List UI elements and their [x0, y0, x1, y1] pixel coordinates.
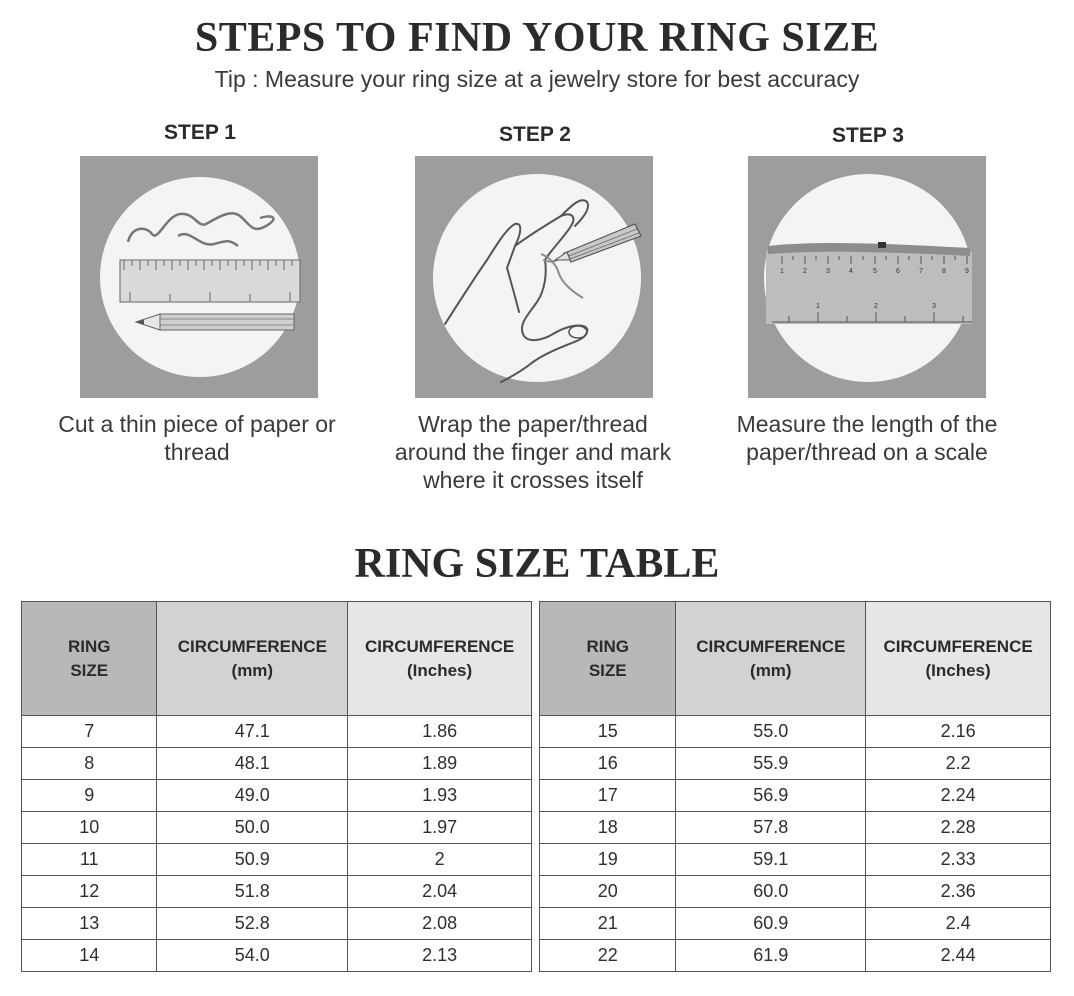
cell-circumference-mm: 56.9 [676, 780, 866, 812]
table-row [22, 908, 532, 940]
cell-ring-size: 10 [22, 812, 157, 844]
cell-ring-size: 21 [540, 908, 676, 940]
cell-ring-size: 12 [22, 876, 157, 908]
cell-circumference-inches: 2.04 [348, 876, 532, 908]
thread-on-scale-icon [748, 156, 986, 398]
step-2-label: STEP 2 [499, 123, 571, 146]
table-row [22, 876, 532, 908]
ruler-number: 4 [849, 268, 853, 275]
cell-circumference-inches: 2.36 [866, 876, 1051, 908]
table-row [540, 748, 1051, 780]
ruler-number: 2 [803, 268, 807, 275]
thread-ruler-pencil-icon [80, 156, 318, 398]
cell-circumference-mm: 55.9 [676, 748, 866, 780]
cell-circumference-inches: 2.13 [348, 940, 532, 972]
table-row [22, 940, 532, 972]
tip-text: Tip : Measure your ring size at a jewelry store for best accuracy [214, 66, 860, 92]
ruler-number: 1 [816, 303, 820, 310]
cell-circumference-inches: 2 [348, 844, 532, 876]
header-circumference-inches: CIRCUMFERENCE (Inches) [348, 602, 532, 716]
step-1-illustration [80, 156, 318, 398]
header-circumference-mm: CIRCUMFERENCE (mm) [676, 602, 866, 716]
cell-ring-size: 18 [540, 812, 676, 844]
table-row [22, 748, 532, 780]
cell-circumference-mm: 52.8 [157, 908, 348, 940]
cell-circumference-mm: 47.1 [157, 716, 348, 748]
cell-circumference-inches: 2.08 [348, 908, 532, 940]
table-row [540, 940, 1051, 972]
cell-ring-size: 15 [540, 716, 676, 748]
step-2-caption: Wrap the paper/thread around the finger and mark where it crosses itself [394, 411, 672, 493]
header-circumference-mm: CIRCUMFERENCE (mm) [157, 602, 348, 716]
step-1-label: STEP 1 [164, 121, 236, 144]
cell-circumference-mm: 61.9 [676, 940, 866, 972]
table-row [22, 844, 532, 876]
cell-circumference-mm: 49.0 [157, 780, 348, 812]
cell-ring-size: 8 [22, 748, 157, 780]
cell-ring-size: 7 [22, 716, 157, 748]
table-title: RING SIZE TABLE [354, 541, 720, 587]
cell-ring-size: 16 [540, 748, 676, 780]
ruler-number: 2 [874, 303, 878, 310]
table-row [540, 908, 1051, 940]
header-circumference-inches: CIRCUMFERENCE (Inches) [866, 602, 1051, 716]
table-row [540, 716, 1051, 748]
table-row [22, 780, 532, 812]
cell-ring-size: 14 [22, 940, 157, 972]
cell-ring-size: 13 [22, 908, 157, 940]
cell-circumference-inches: 1.97 [348, 812, 532, 844]
cell-circumference-mm: 48.1 [157, 748, 348, 780]
ruler-number: 5 [873, 268, 877, 275]
cell-circumference-inches: 2.4 [866, 908, 1051, 940]
cell-circumference-inches: 1.89 [348, 748, 532, 780]
table-row [540, 844, 1051, 876]
ruler-number: 6 [896, 268, 900, 275]
cell-circumference-mm: 55.0 [676, 716, 866, 748]
ruler-number: 3 [932, 303, 936, 310]
cell-circumference-mm: 60.9 [676, 908, 866, 940]
step-3-illustration [748, 156, 986, 398]
cell-circumference-mm: 57.8 [676, 812, 866, 844]
step-3-label: STEP 3 [832, 124, 904, 147]
cell-circumference-inches: 1.93 [348, 780, 532, 812]
ruler-number: 7 [919, 268, 923, 275]
header-ring-size: RING SIZE [22, 602, 157, 716]
table-row [540, 876, 1051, 908]
cell-circumference-mm: 59.1 [676, 844, 866, 876]
ruler-number: 1 [780, 268, 784, 275]
ring-size-table-right [539, 601, 1051, 972]
cell-circumference-mm: 50.0 [157, 812, 348, 844]
cell-circumference-inches: 2.16 [866, 716, 1051, 748]
cell-circumference-inches: 2.2 [866, 748, 1051, 780]
cell-ring-size: 20 [540, 876, 676, 908]
table-row [540, 780, 1051, 812]
cell-circumference-mm: 50.9 [157, 844, 348, 876]
cell-ring-size: 9 [22, 780, 157, 812]
table-row [22, 812, 532, 844]
cell-circumference-mm: 51.8 [157, 876, 348, 908]
ruler-number: 9 [965, 268, 969, 275]
table-row [540, 812, 1051, 844]
cell-circumference-inches: 2.33 [866, 844, 1051, 876]
cell-ring-size: 19 [540, 844, 676, 876]
ring-size-table-left [21, 601, 532, 972]
cell-circumference-inches: 2.28 [866, 812, 1051, 844]
cell-circumference-inches: 1.86 [348, 716, 532, 748]
step-1-caption: Cut a thin piece of paper or thread [58, 411, 336, 465]
cell-circumference-inches: 2.44 [866, 940, 1051, 972]
cell-ring-size: 17 [540, 780, 676, 812]
ruler-number: 8 [942, 268, 946, 275]
hand-wrap-thread-icon [415, 156, 653, 398]
step-3-caption: Measure the length of the paper/thread on a scale [736, 411, 998, 465]
cell-ring-size: 11 [22, 844, 157, 876]
header-ring-size: RING SIZE [540, 602, 676, 716]
step-2-illustration [415, 156, 653, 398]
table-row [22, 716, 532, 748]
cell-circumference-mm: 54.0 [157, 940, 348, 972]
ruler-number: 3 [826, 268, 830, 275]
cell-circumference-inches: 2.24 [866, 780, 1051, 812]
page-title: STEPS TO FIND YOUR RING SIZE [194, 15, 880, 61]
cell-ring-size: 22 [540, 940, 676, 972]
cell-circumference-mm: 60.0 [676, 876, 866, 908]
